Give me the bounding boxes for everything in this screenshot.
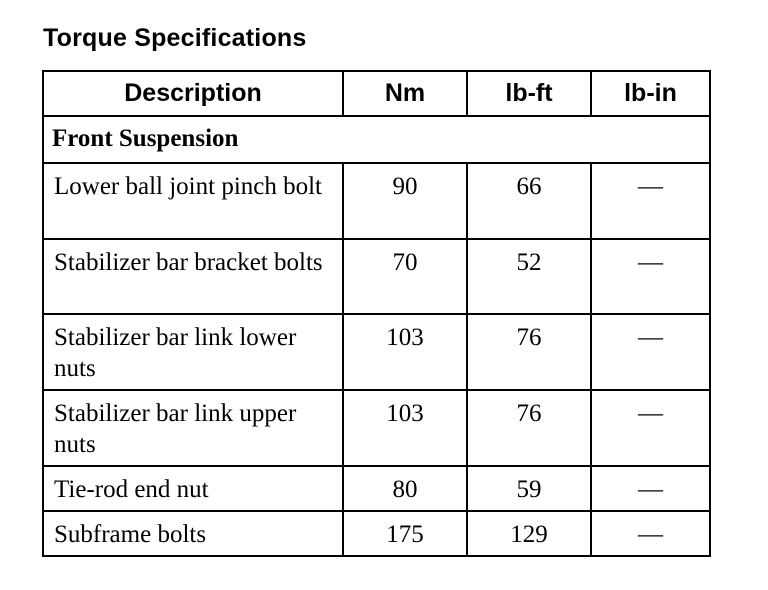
header-nm: Nm bbox=[343, 71, 467, 116]
row-lbin: — bbox=[591, 466, 710, 511]
page-title: Torque Specifications bbox=[43, 24, 307, 52]
row-lbin: — bbox=[591, 163, 710, 239]
row-description: Subframe bolts bbox=[43, 511, 343, 556]
row-description: Stabilizer bar bracket bolts bbox=[43, 239, 343, 314]
table-row bbox=[43, 314, 710, 390]
row-lbft: 59 bbox=[467, 466, 591, 511]
table-row bbox=[43, 466, 710, 511]
row-nm: 90 bbox=[343, 163, 467, 239]
torque-spec-table bbox=[42, 70, 711, 557]
row-nm: 80 bbox=[343, 466, 467, 511]
header-lbft: lb-ft bbox=[467, 71, 591, 116]
header-description: Description bbox=[43, 71, 343, 116]
row-lbft: 52 bbox=[467, 239, 591, 314]
row-lbft: 76 bbox=[467, 314, 591, 390]
row-nm: 103 bbox=[343, 314, 467, 390]
header-lbin: lb-in bbox=[591, 71, 710, 116]
row-description: Stabilizer bar link upper nuts bbox=[43, 390, 343, 466]
section-row bbox=[43, 116, 710, 163]
table-row bbox=[43, 163, 710, 239]
row-lbin: — bbox=[591, 239, 710, 314]
row-nm: 175 bbox=[343, 511, 467, 556]
table-row bbox=[43, 390, 710, 466]
table-row bbox=[43, 511, 710, 556]
section-label: Front Suspension bbox=[43, 116, 710, 163]
row-nm: 70 bbox=[343, 239, 467, 314]
row-lbin: — bbox=[591, 314, 710, 390]
row-lbin: — bbox=[591, 511, 710, 556]
row-description: Lower ball joint pinch bolt bbox=[43, 163, 343, 239]
row-lbft: 129 bbox=[467, 511, 591, 556]
row-nm: 103 bbox=[343, 390, 467, 466]
table-row bbox=[43, 239, 710, 314]
row-lbft: 76 bbox=[467, 390, 591, 466]
row-description: Tie-rod end nut bbox=[43, 466, 343, 511]
table-header-row bbox=[43, 71, 710, 116]
row-lbin: — bbox=[591, 390, 710, 466]
row-lbft: 66 bbox=[467, 163, 591, 239]
row-description: Stabilizer bar link lower nuts bbox=[43, 314, 343, 390]
